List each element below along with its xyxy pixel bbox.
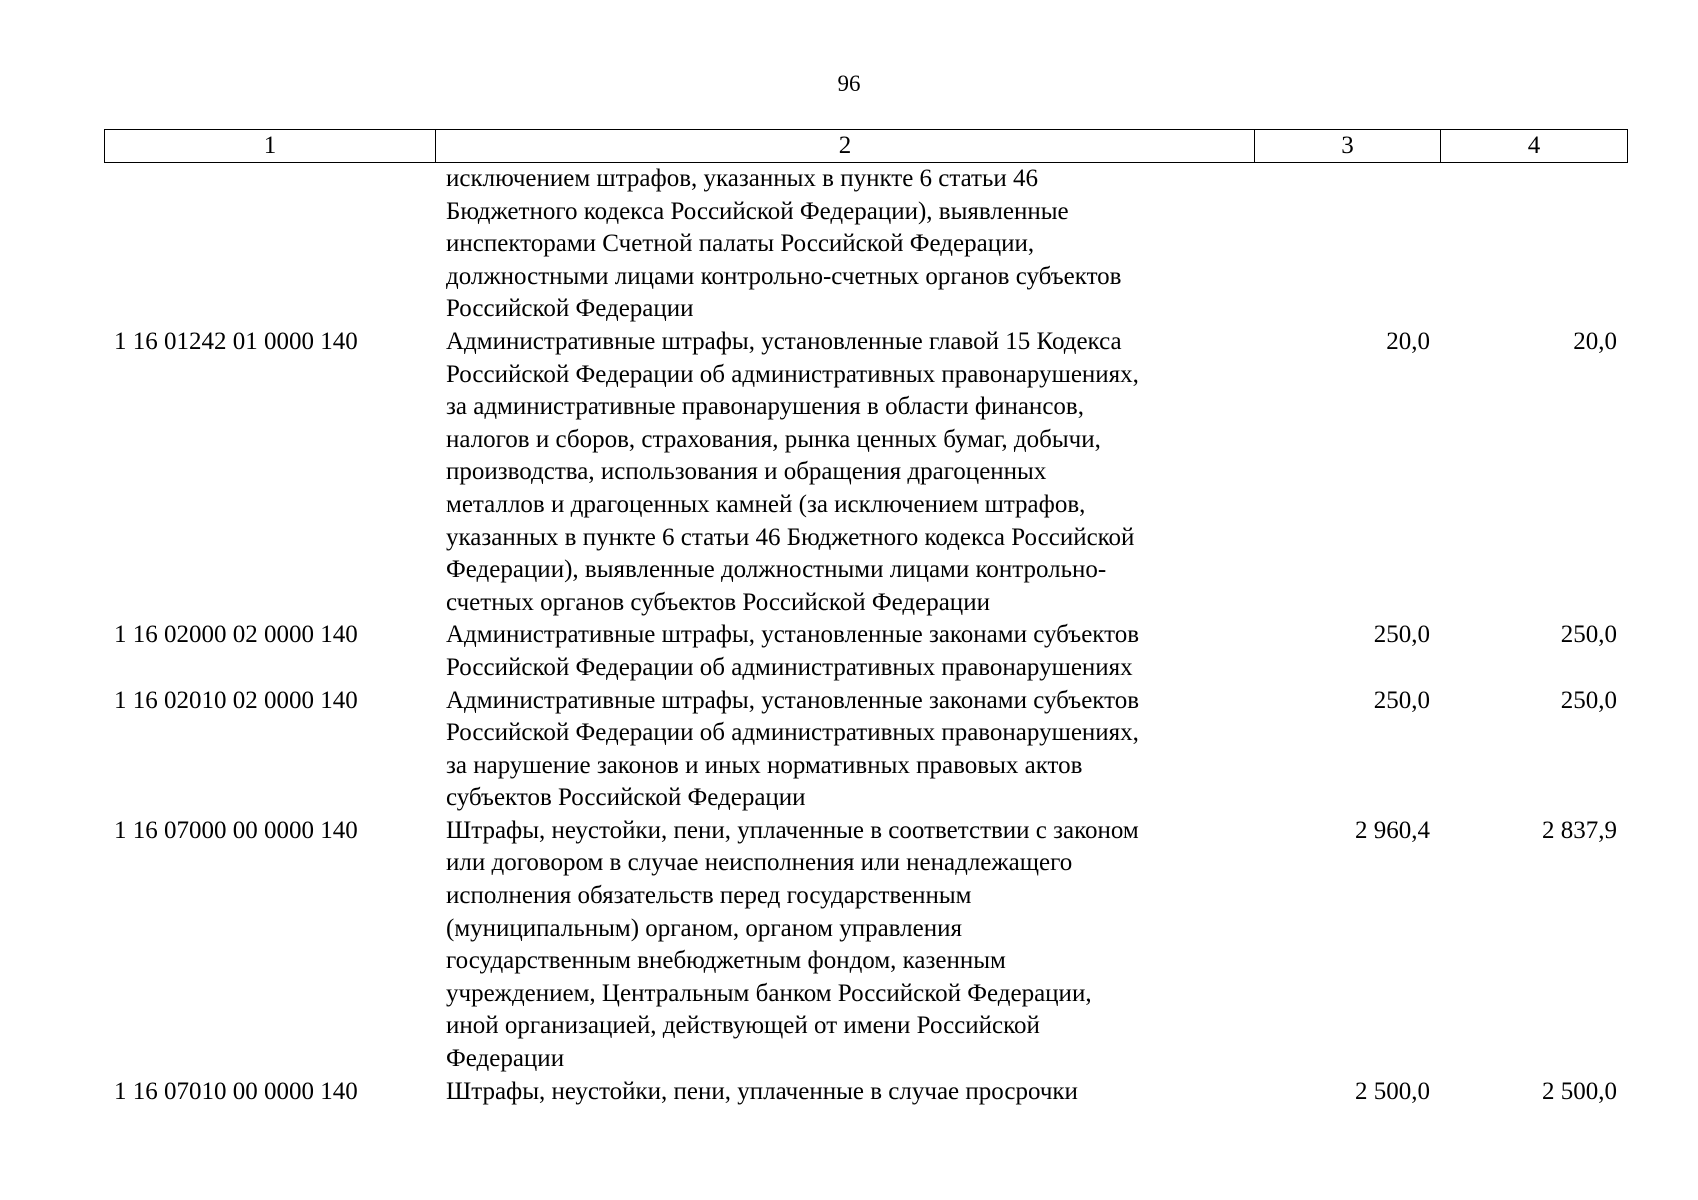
description-line: за административные правонарушения в области финансов, [446,393,1084,421]
table-row [104,815,1627,1076]
description-line: государственным внебюджетным фондом, казенным [446,947,1006,975]
column-header-row [104,129,1628,163]
description-line: Федерации), выявленные должностными лицами контрольно- [446,556,1107,584]
description-line: исключением штрафов, указанных в пункте 6 статьи 46 [446,165,1039,192]
description-line: за нарушение законов и иных нормативных правовых актов [446,751,1083,779]
value-column-4: 2 500,0 [1542,1077,1617,1105]
value-column-3: 250,0 [1373,686,1430,714]
budget-code [104,163,435,326]
description-line: учреждением, Центральным банком Российской Федерации, [446,979,1092,1007]
description-line: Российской Федерации об административных правонарушениях, [446,360,1139,388]
value-column-3: 250,0 [1373,621,1430,649]
table-row [104,619,1627,684]
column-header-3: 3 [1255,130,1441,163]
table-row [104,326,1627,619]
budget-code: 1 16 02000 02 0000 140 [114,621,358,649]
value-column-4: 250,0 [1560,686,1617,714]
description-line: исполнения обязательств перед государственным [446,882,972,910]
description-line: Административные штрафы, установленные законами субъектов [446,621,1140,649]
description-line: или договором в случае неисполнения или ненадлежащего [446,849,1073,877]
table-body [104,163,1627,1108]
row-description [435,815,1254,1076]
description-line: инспекторами Счетной палаты Российской Федерации, [446,230,1035,258]
row-description [435,326,1254,619]
value-column-3 [1254,163,1440,326]
row-description [435,619,1254,684]
description-line: Российской Федерации об административных правонарушениях, [446,719,1139,747]
description-line: иной организацией, действующей от имени Российской [446,1012,1040,1040]
row-description [435,685,1254,815]
column-header-2: 2 [436,130,1255,163]
description-line: производства, использования и обращения драгоценных [446,458,1047,486]
table-row [104,1076,1627,1109]
value-column-4: 2 837,9 [1542,816,1617,844]
table-row [104,163,1627,326]
value-column-3: 20,0 [1386,327,1430,355]
description-line: Бюджетного кодекса Российской Федерации), выявленные [446,197,1069,225]
value-column-3: 2 960,4 [1355,816,1430,844]
description-line: Штрафы, неустойки, пени, уплаченные в случае просрочки [446,1077,1078,1105]
value-column-4: 20,0 [1573,327,1617,355]
description-line: Федерации [446,1045,565,1073]
page-number: 96 [837,71,861,96]
description-line: субъектов Российской Федерации [446,784,806,812]
description-line: Штрафы, неустойки, пени, уплаченные в соответствии с законом [446,816,1139,844]
row-description [435,1076,1254,1109]
budget-code: 1 16 01242 01 0000 140 [114,327,358,355]
description-line: должностными лицами контрольно-счетных органов субъектов [446,262,1122,290]
table-row [104,685,1627,815]
value-column-4 [1440,163,1627,326]
description-line: (муниципальным) органом, органом управления [446,914,962,942]
description-line: Российской Федерации [446,295,694,323]
description-line: счетных органов субъектов Российской Федерации [446,588,990,616]
description-line: Административные штрафы, установленные законами субъектов [446,686,1140,714]
column-header-4: 4 [1441,130,1628,163]
budget-code: 1 16 02010 02 0000 140 [114,686,358,714]
description-line: металлов и драгоценных камней (за исключением штрафов, [446,490,1086,518]
description-line: налогов и сборов, страхования, рынка ценных бумаг, добычи, [446,425,1101,453]
budget-code: 1 16 07010 00 0000 140 [114,1077,358,1105]
description-line: указанных в пункте 6 статьи 46 Бюджетного кодекса Российской [446,523,1135,551]
row-description [435,163,1254,326]
budget-code: 1 16 07000 00 0000 140 [114,816,358,844]
description-line: Российской Федерации об административных правонарушениях [446,653,1133,681]
value-column-4: 250,0 [1560,621,1617,649]
column-header-1: 1 [105,130,436,163]
description-line: Административные штрафы, установленные главой 15 Кодекса [446,327,1122,355]
value-column-3: 2 500,0 [1355,1077,1430,1105]
